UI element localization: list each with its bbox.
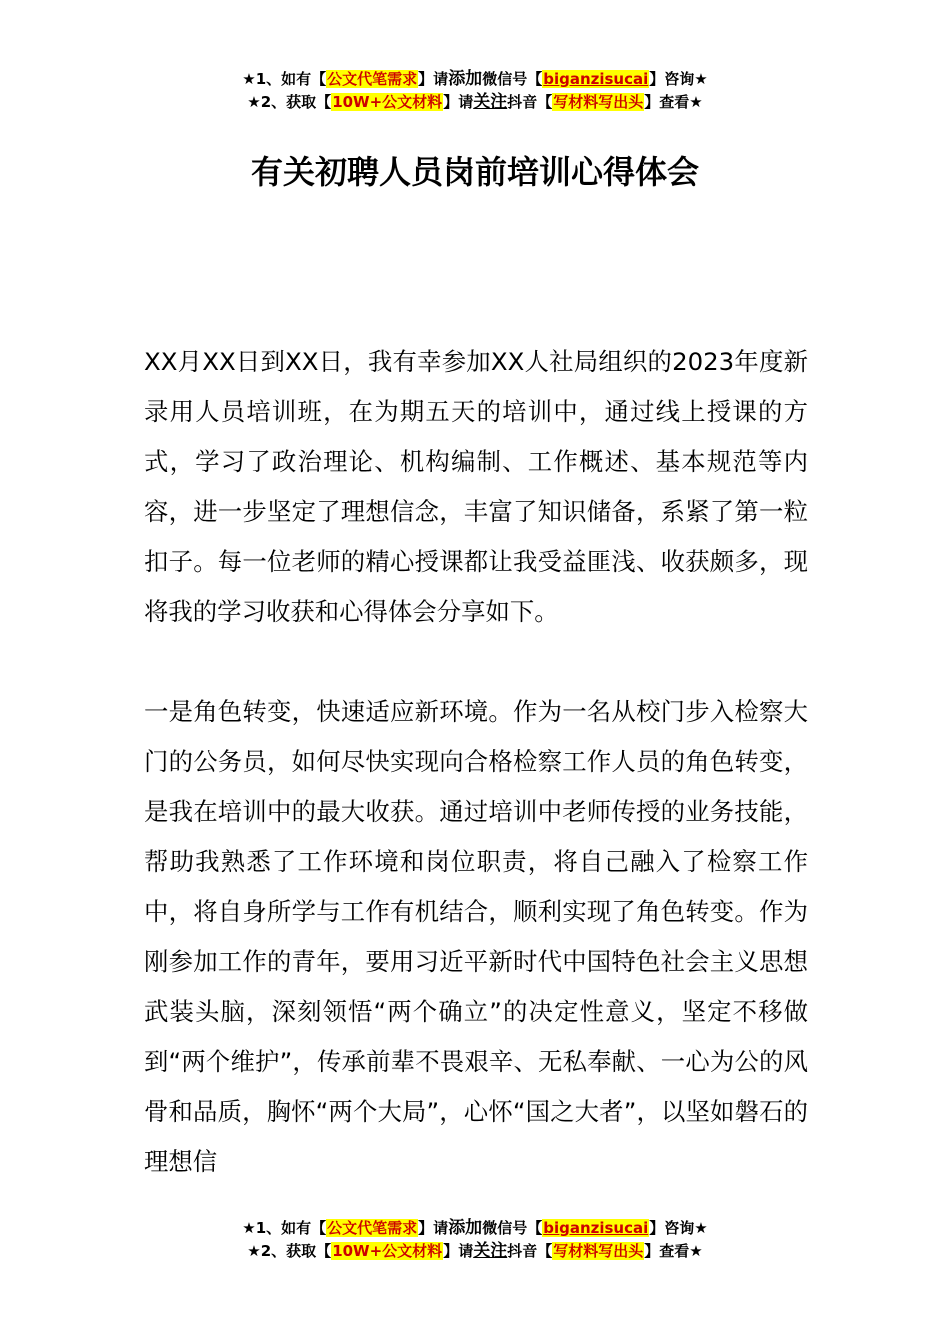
banner-text: 抖音【 xyxy=(507,93,553,111)
banner-text: 】请 xyxy=(443,93,474,111)
banner-emphasis: 添加 xyxy=(448,69,483,89)
footer-banner xyxy=(0,1217,950,1263)
banner-emphasis: 关注 xyxy=(473,92,508,112)
materials-highlight: 10W+公文材料 xyxy=(332,1242,443,1260)
banner-text: 】请 xyxy=(418,1219,449,1237)
banner-text: 】咨询★ xyxy=(649,1219,708,1237)
banner-emphasis: 添加 xyxy=(448,1218,483,1238)
banner-text: 抖音【 xyxy=(507,1242,553,1260)
wechat-id-link[interactable]: biganzisucai xyxy=(543,1219,649,1237)
banner-line-1 xyxy=(0,68,950,91)
banner-text: 】查看★ xyxy=(644,93,703,111)
ghostwriting-highlight: 公文代笔需求 xyxy=(327,70,418,88)
banner-text: ★2、获取【 xyxy=(247,93,332,111)
ghostwriting-highlight: 公文代笔需求 xyxy=(327,1219,418,1237)
header-banner xyxy=(0,68,950,114)
banner-line-1 xyxy=(0,1217,950,1240)
douyin-account-highlight: 写材料写出头 xyxy=(553,1242,644,1260)
banner-text: 微信号【 xyxy=(482,70,543,88)
banner-text: 】请 xyxy=(443,1242,474,1260)
banner-text: ★1、如有【 xyxy=(242,70,327,88)
document-title: 有关初聘人员岗前培训心得体会 xyxy=(250,153,699,191)
body-paragraph: XX月XX日到XX日，我有幸参加XX人社局组织的2023年度新录用人员培训班，在为期五天的培训中，通过线上授课的方式，学习了政治理论、机构编制、工作概述、基本规范等内容，进一步坚定了理想信念，丰富了知识储备，系紧了第一粒扣子。每一位老师的精心授课都让我受益匪浅、收获颇多，现将我的学习收获和心得体会分享如下。 xyxy=(144,347,808,626)
banner-line-2 xyxy=(0,1240,950,1263)
douyin-account-highlight: 写材料写出头 xyxy=(553,93,644,111)
banner-text: 】查看★ xyxy=(644,1242,703,1260)
materials-highlight: 10W+公文材料 xyxy=(332,93,443,111)
body-paragraph: 一是角色转变，快速适应新环境。作为一名从校门步入检察大门的公务员，如何尽快实现向合格检察工作人员的角色转变，是我在培训中的最大收获。通过培训中老师传授的业务技能，帮助我熟悉了工作环境和岗位职责，将自己融入了检察工作中，将自身所学与工作有机结合，顺利实现了角色转变。作为刚参加工作的青年，要用习近平新时代中国特色社会主义思想武装头脑，深刻领悟“两个确立”的决定性意义，坚定不移做到“两个维护”，传承前辈不畏艰辛、无私奉献、一心为公的风骨和品质，胸怀“两个大局”，心怀“国之大者”，以坚如磐石的理想信 xyxy=(144,697,808,1176)
wechat-id-link[interactable]: biganzisucai xyxy=(543,70,649,88)
banner-text: 微信号【 xyxy=(482,1219,543,1237)
banner-text: 】请 xyxy=(418,70,449,88)
banner-text: ★2、获取【 xyxy=(247,1242,332,1260)
banner-line-2 xyxy=(0,91,950,114)
banner-text: 】咨询★ xyxy=(649,70,708,88)
banner-text: ★1、如有【 xyxy=(242,1219,327,1237)
banner-emphasis: 关注 xyxy=(473,1241,508,1261)
